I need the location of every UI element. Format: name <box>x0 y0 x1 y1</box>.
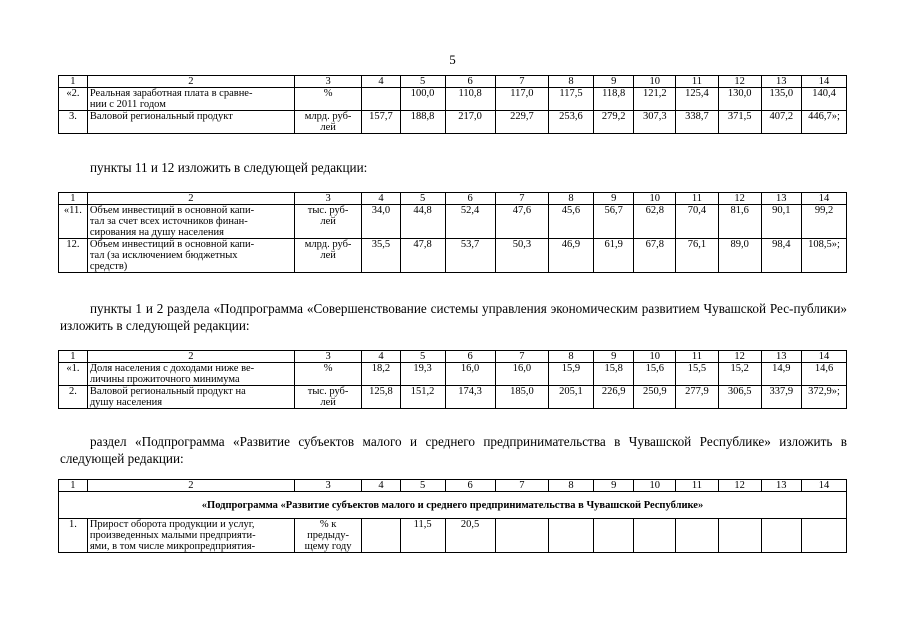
unit-cell: тыс. руб- лей <box>294 205 361 239</box>
row-number: «1. <box>59 363 88 386</box>
header-cell: 8 <box>549 351 594 363</box>
value-cell: 16,0 <box>445 363 495 386</box>
table-1 <box>58 75 847 134</box>
value-cell: 15,9 <box>549 363 594 386</box>
header-cell: 6 <box>445 351 495 363</box>
value-cell: 338,7 <box>676 111 719 134</box>
value-cell: 188,8 <box>400 111 445 134</box>
value-cell: 45,6 <box>549 205 594 239</box>
value-cell: 90,1 <box>761 205 802 239</box>
value-cell: 50,3 <box>495 239 548 273</box>
header-cell: 1 <box>59 193 88 205</box>
header-cell: 14 <box>802 480 847 492</box>
table-row <box>59 88 847 111</box>
header-cell: 12 <box>718 76 761 88</box>
table-header-row <box>59 480 847 492</box>
header-cell: 12 <box>718 351 761 363</box>
header-cell: 1 <box>59 480 88 492</box>
page-number: 5 <box>449 52 456 67</box>
value-cell: 407,2 <box>761 111 802 134</box>
header-cell: 13 <box>761 193 802 205</box>
header-cell: 2 <box>87 193 294 205</box>
value-cell: 229,7 <box>495 111 548 134</box>
value-cell: 35,5 <box>362 239 400 273</box>
value-cell: 53,7 <box>445 239 495 273</box>
value-cell <box>549 519 594 553</box>
value-cell <box>593 519 634 553</box>
table-header-row <box>59 351 847 363</box>
header-cell: 5 <box>400 480 445 492</box>
value-cell: 61,9 <box>593 239 634 273</box>
header-cell: 7 <box>495 480 548 492</box>
header-cell: 9 <box>593 193 634 205</box>
table-row <box>59 363 847 386</box>
header-cell: 4 <box>362 76 400 88</box>
header-cell: 11 <box>676 351 719 363</box>
header-cell: 6 <box>445 193 495 205</box>
header-cell: 2 <box>87 76 294 88</box>
subprogram-title-row <box>59 492 847 519</box>
header-cell: 3 <box>294 351 361 363</box>
value-cell: 125,4 <box>676 88 719 111</box>
header-cell: 11 <box>676 480 719 492</box>
indicator-name: Валовой региональный продукт на душу населения <box>87 386 294 409</box>
value-cell: 226,9 <box>593 386 634 409</box>
value-cell: 70,4 <box>676 205 719 239</box>
header-cell: 10 <box>634 480 676 492</box>
table-row <box>59 519 847 553</box>
header-cell: 3 <box>294 76 361 88</box>
value-cell: 81,6 <box>718 205 761 239</box>
value-cell: 47,8 <box>400 239 445 273</box>
value-cell: 205,1 <box>549 386 594 409</box>
value-cell: 67,8 <box>634 239 676 273</box>
header-cell: 4 <box>362 193 400 205</box>
row-number: 12. <box>59 239 88 273</box>
value-cell: 47,6 <box>495 205 548 239</box>
header-cell: 14 <box>802 351 847 363</box>
header-cell: 14 <box>802 193 847 205</box>
value-cell: 99,2 <box>802 205 847 239</box>
value-cell: 250,9 <box>634 386 676 409</box>
header-cell: 3 <box>294 193 361 205</box>
table-2 <box>58 192 847 273</box>
table-row <box>59 386 847 409</box>
value-cell <box>634 519 676 553</box>
indicator-name: Валовой региональный продукт <box>87 111 294 134</box>
value-cell: 372,9»; <box>802 386 847 409</box>
value-cell: 279,2 <box>593 111 634 134</box>
indicator-name: Прирост оборота продукции и услуг, произведенных малыми предприяти- ями, в том числе микропредприятия- <box>87 519 294 553</box>
unit-cell: % <box>294 363 361 386</box>
header-cell: 9 <box>593 351 634 363</box>
value-cell: 185,0 <box>495 386 548 409</box>
value-cell: 108,5»; <box>802 239 847 273</box>
value-cell: 306,5 <box>718 386 761 409</box>
header-cell: 10 <box>634 351 676 363</box>
header-cell: 10 <box>634 193 676 205</box>
value-cell <box>761 519 802 553</box>
value-cell: 15,2 <box>718 363 761 386</box>
header-cell: 13 <box>761 480 802 492</box>
value-cell: 15,6 <box>634 363 676 386</box>
value-cell: 19,3 <box>400 363 445 386</box>
header-cell: 2 <box>87 480 294 492</box>
header-cell: 6 <box>445 480 495 492</box>
value-cell: 151,2 <box>400 386 445 409</box>
value-cell: 18,2 <box>362 363 400 386</box>
value-cell: 117,0 <box>495 88 548 111</box>
table-header-row <box>59 193 847 205</box>
value-cell <box>362 519 400 553</box>
value-cell: 20,5 <box>445 519 495 553</box>
table-4 <box>58 479 847 553</box>
value-cell <box>495 519 548 553</box>
value-cell: 34,0 <box>362 205 400 239</box>
table-row <box>59 205 847 239</box>
header-cell: 13 <box>761 76 802 88</box>
table-row <box>59 111 847 134</box>
header-cell: 2 <box>87 351 294 363</box>
indicator-name: Объем инвестиций в основной капи- тал (за исключением бюджетных средств) <box>87 239 294 273</box>
header-cell: 8 <box>549 480 594 492</box>
table-3 <box>58 350 847 409</box>
value-cell: 135,0 <box>761 88 802 111</box>
value-cell: 14,9 <box>761 363 802 386</box>
value-cell: 15,5 <box>676 363 719 386</box>
header-cell: 10 <box>634 76 676 88</box>
table-header-row <box>59 76 847 88</box>
value-cell: 140,4 <box>802 88 847 111</box>
value-cell: 157,7 <box>362 111 400 134</box>
value-cell: 307,3 <box>634 111 676 134</box>
header-cell: 4 <box>362 480 400 492</box>
header-cell: 6 <box>445 76 495 88</box>
value-cell: 110,8 <box>445 88 495 111</box>
value-cell: 277,9 <box>676 386 719 409</box>
value-cell: 62,8 <box>634 205 676 239</box>
value-cell: 121,2 <box>634 88 676 111</box>
value-cell: 56,7 <box>593 205 634 239</box>
indicator-name: Доля населения с доходами ниже ве- личины прожиточного минимума <box>87 363 294 386</box>
header-cell: 11 <box>676 76 719 88</box>
paragraph-3: раздел «Подпрограмма «Развитие субъектов малого и среднего предпринимательства в Чувашской Республике» изложить в следующей редакции: <box>60 434 847 466</box>
header-cell: 1 <box>59 76 88 88</box>
value-cell: 44,8 <box>400 205 445 239</box>
row-number: 3. <box>59 111 88 134</box>
header-cell: 1 <box>59 351 88 363</box>
value-cell <box>362 88 400 111</box>
unit-cell: % к предыду- щему году <box>294 519 361 553</box>
unit-cell: тыс. руб- лей <box>294 386 361 409</box>
value-cell: 76,1 <box>676 239 719 273</box>
header-cell: 9 <box>593 480 634 492</box>
header-cell: 3 <box>294 480 361 492</box>
header-cell: 8 <box>549 193 594 205</box>
header-cell: 5 <box>400 193 445 205</box>
value-cell: 337,9 <box>761 386 802 409</box>
row-number: 1. <box>59 519 88 553</box>
value-cell: 446,7»; <box>802 111 847 134</box>
value-cell: 118,8 <box>593 88 634 111</box>
value-cell <box>718 519 761 553</box>
header-cell: 8 <box>549 76 594 88</box>
value-cell: 117,5 <box>549 88 594 111</box>
value-cell: 174,3 <box>445 386 495 409</box>
value-cell: 130,0 <box>718 88 761 111</box>
value-cell: 52,4 <box>445 205 495 239</box>
value-cell: 98,4 <box>761 239 802 273</box>
header-cell: 5 <box>400 76 445 88</box>
value-cell <box>802 519 847 553</box>
unit-cell: млрд. руб- лей <box>294 239 361 273</box>
row-number: 2. <box>59 386 88 409</box>
indicator-name: Объем инвестиций в основной капи- тал за счет всех источников финан- сирования на душу населения <box>87 205 294 239</box>
row-number: «11. <box>59 205 88 239</box>
value-cell: 217,0 <box>445 111 495 134</box>
row-number: «2. <box>59 88 88 111</box>
header-cell: 5 <box>400 351 445 363</box>
paragraph-2: пункты 1 и 2 раздела «Подпрограмма «Совершенствование системы управления экономическим развитием Чувашской Рес-публики» изложить в следующей редакции: <box>60 301 847 333</box>
value-cell: 16,0 <box>495 363 548 386</box>
indicator-name: Реальная заработная плата в сравне- нии с 2011 годом <box>87 88 294 111</box>
unit-cell: млрд. руб- лей <box>294 111 361 134</box>
value-cell <box>676 519 719 553</box>
value-cell: 14,6 <box>802 363 847 386</box>
table-row <box>59 239 847 273</box>
value-cell: 125,8 <box>362 386 400 409</box>
header-cell: 12 <box>718 193 761 205</box>
value-cell: 371,5 <box>718 111 761 134</box>
value-cell: 100,0 <box>400 88 445 111</box>
header-cell: 7 <box>495 193 548 205</box>
header-cell: 9 <box>593 76 634 88</box>
header-cell: 11 <box>676 193 719 205</box>
value-cell: 15,8 <box>593 363 634 386</box>
header-cell: 4 <box>362 351 400 363</box>
value-cell: 89,0 <box>718 239 761 273</box>
unit-cell: % <box>294 88 361 111</box>
header-cell: 14 <box>802 76 847 88</box>
paragraph-1: пункты 11 и 12 изложить в следующей редакции: <box>90 160 368 175</box>
header-cell: 7 <box>495 76 548 88</box>
header-cell: 7 <box>495 351 548 363</box>
value-cell: 253,6 <box>549 111 594 134</box>
value-cell: 46,9 <box>549 239 594 273</box>
value-cell: 11,5 <box>400 519 445 553</box>
header-cell: 12 <box>718 480 761 492</box>
subprogram-title: «Подпрограмма «Развитие субъектов малого и среднего предпринимательства в Чувашской Республике» <box>59 492 847 519</box>
header-cell: 13 <box>761 351 802 363</box>
